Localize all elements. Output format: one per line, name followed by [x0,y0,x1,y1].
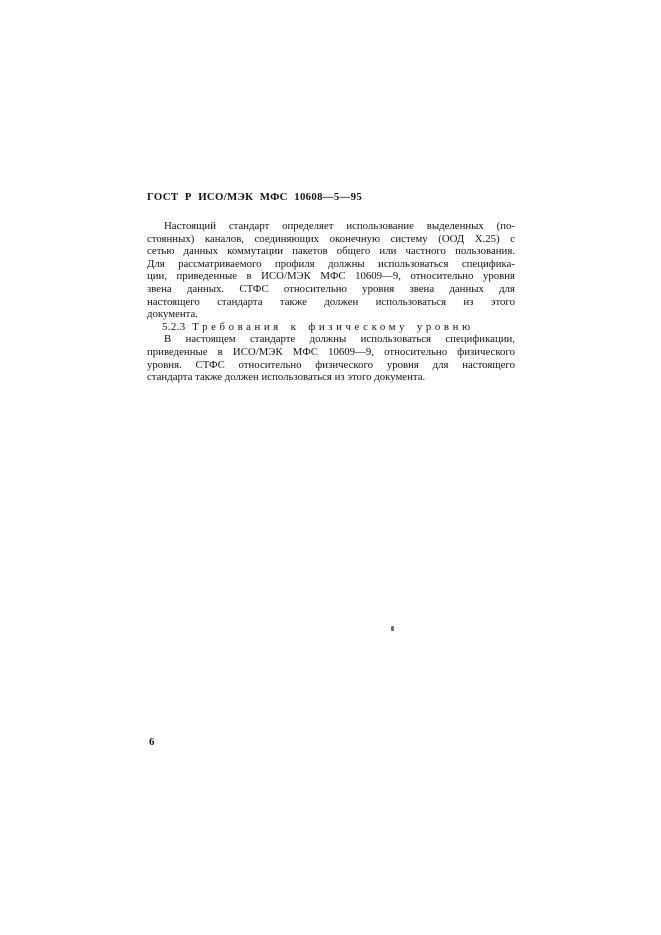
body-text [147,220,515,384]
paragraph1-line: звена данных. СТФС относительно уровня звена данных для [147,282,515,295]
section-heading [147,321,515,334]
paragraph1-line: сетью данных коммутации пакетов общего или частного пользования. [147,245,515,258]
paragraph2-line: уровня. СТФС относительно физического уровня для настоящего [147,358,515,371]
paragraph2-line: приведенные в ИСО/МЭК МФС 10609—9, относительно физического [147,345,515,358]
paragraph2-line: стандарта также должен использоваться из этого документа. [147,371,426,384]
paragraph1-line: настоящего стандарта также должен использоваться из этого [147,295,515,308]
paragraph1-line: ции, приведенные в ИСО/МЭК МФС 10609—9, относительно уровня [147,270,515,283]
paragraph1-line: Настоящий стандарт определяет использование выделенных (по- [164,220,515,232]
section-number: 5.2.3 [162,320,186,333]
page-number: 6 [149,736,155,748]
paragraph1-line: стоянных) каналов, соединяющих оконечную систему (ООД Х.25) с [147,232,515,245]
running-header: ГОСТ Р ИСО/МЭК МФС 10608—5—95 [147,191,363,203]
scan-artifact-mark [391,626,394,631]
paragraph1-line: документа. [147,308,198,321]
paragraph1-line: Для рассматриваемого профиля должны использоваться специфика- [147,257,515,270]
section-title: Требования к физическому уровню [192,320,474,333]
paragraph2-line: В настоящем стандарте должны использоваться спецификации, [164,333,515,346]
